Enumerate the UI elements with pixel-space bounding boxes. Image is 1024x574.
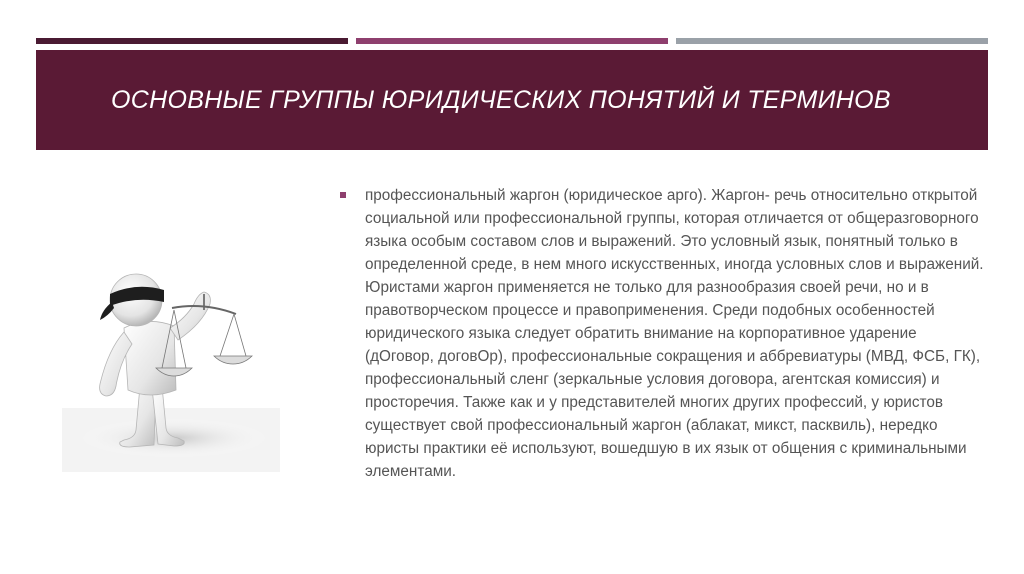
top-accent-stripe-mid bbox=[356, 38, 668, 44]
square-bullet-icon bbox=[340, 192, 346, 198]
justice-figure-image bbox=[62, 258, 280, 472]
title-bar bbox=[36, 50, 988, 150]
top-accent-stripe-dark bbox=[36, 38, 348, 44]
blindfolded-justice-figure-icon bbox=[62, 258, 280, 472]
bullet-text: профессиональный жаргон (юридическое арго). Жаргон- речь относительно открытой социальной или профессиональной группы, которая отличается от общеразговорного языка особым составом слов и выражений. Это условный язык, понятный только в определенной среде, в нем много искусственных, иногда условных слов и выражений. Юристами жаргон применяется не только для разнообразия своей речи, но и в правотворческом процессе и правоприменения. Среди подобных особенностей юридического языка следует обратить внимание на корпоративное ударение (дОговор, договОр), профессиональные сокращения и аббревиатуры (МВД, ФСБ, ГК), профессиональный сленг (зеркальные условия договора, агентская комиссия) и просторечия. Также как и у представителей многих других профессий, у юристов существует свой профессиональный жаргон (аблакат, микст, пасквиль), нередко юристы практики её используют, вошедшую в их язык от общения с криминальными элементами. bbox=[365, 187, 984, 480]
bullet-item bbox=[338, 184, 988, 483]
slide-content bbox=[338, 184, 988, 483]
top-accent-stripe-light bbox=[676, 38, 988, 44]
slide-title: ОСНОВНЫЕ ГРУППЫ ЮРИДИЧЕСКИХ ПОНЯТИЙ И ТЕРМИНОВ bbox=[111, 85, 891, 114]
